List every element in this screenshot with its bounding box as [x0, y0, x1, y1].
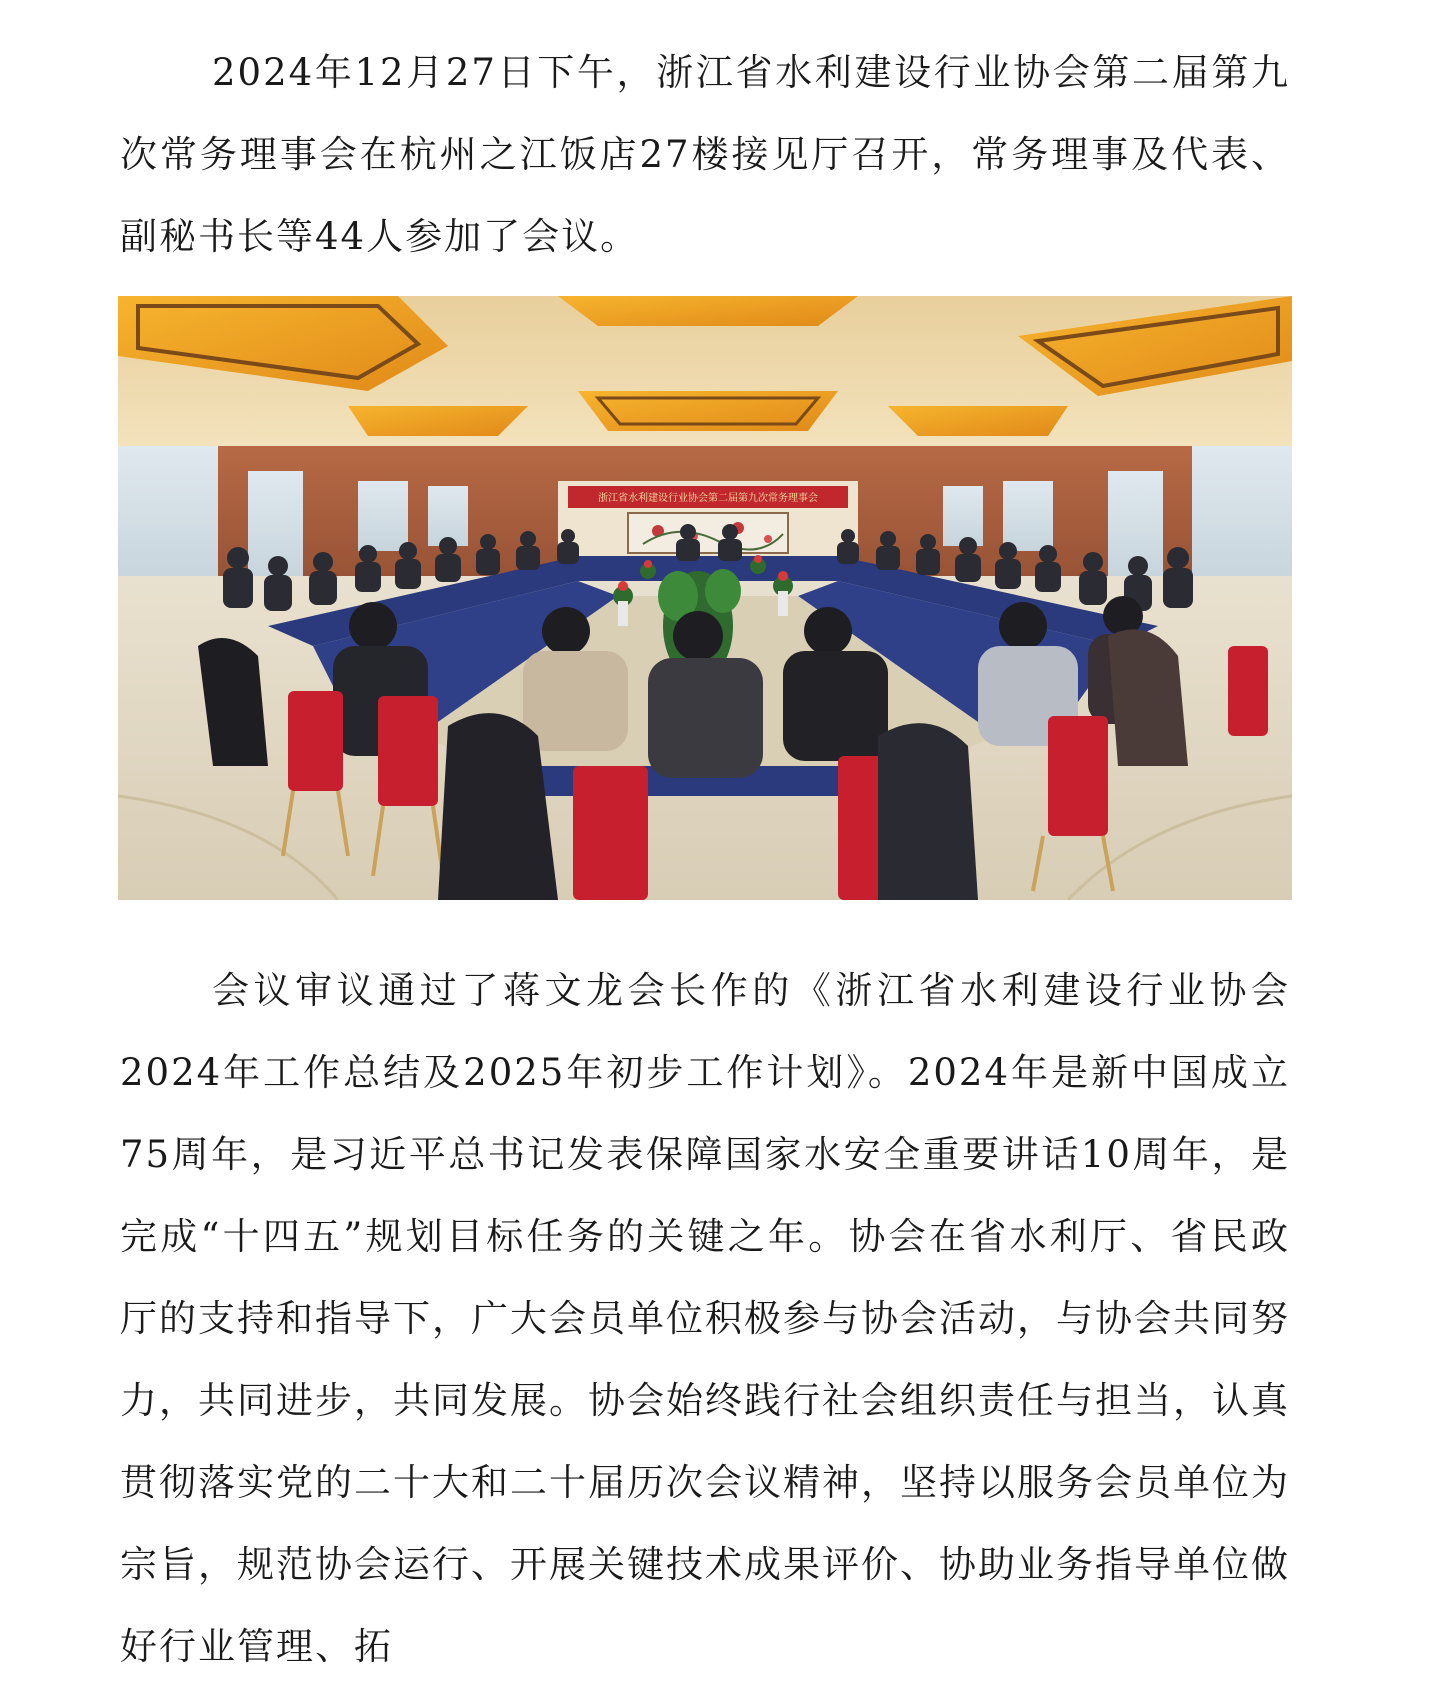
meeting-photo [118, 296, 1292, 900]
meeting-photo-illustration [118, 296, 1292, 900]
banner-text: 浙江省水利建设行业协会第二届第九次常务理事会 [598, 493, 818, 504]
intro-paragraph: 2024年12月27日下午，浙江省水利建设行业协会第二届第九次常务理事会在杭州之江饭店27楼接见厅召开，常务理事及代表、副秘书长等44人参加了会议。 [120, 51, 1290, 258]
body-paragraph: 会议审议通过了蒋文龙会长作的《浙江省水利建设行业协会2024年工作总结及2025年初步工作计划》。2024年是新中国成立75周年，是习近平总书记发表保障国家水安全重要讲话10周年，是完成“十四五”规划目标任务的关键之年。协会在省水利厅、省民政厅的支持和指导下，广大会员单位积极参与协会活动，与协会共同努力，共同进步，共同发展。协会始终践行社会组织责任与担当，认真贯彻落实党的二十大和二十届历次会议精神，坚持以服务会员单位为宗旨，规范协会运行、开展关键技术成果评价、协助业务指导单位做好行业管理、拓 [120, 969, 1290, 1668]
